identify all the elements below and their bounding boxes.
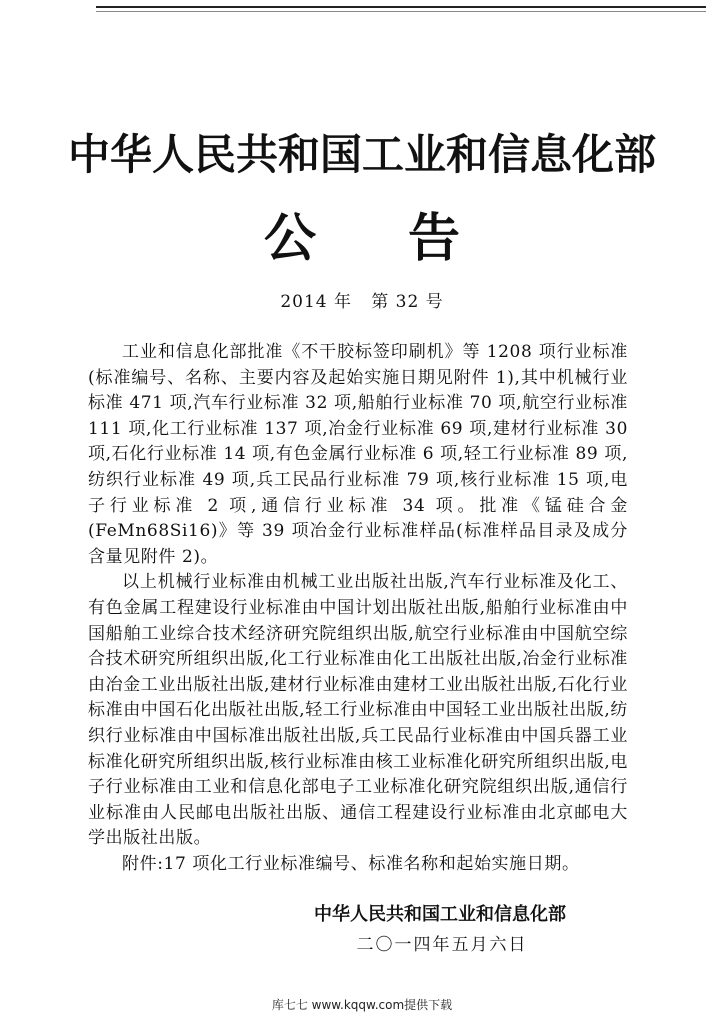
- document-number-line: [0, 287, 724, 312]
- top-border-rule: [96, 6, 706, 8]
- document-type-heading: 公告: [263, 209, 552, 269]
- signature-date: 二〇一四年五月六日: [356, 935, 528, 955]
- document-year: 2014 年: [280, 292, 352, 312]
- body-paragraph-approval: 工业和信息化部批准《不干胶标签印刷机》等 1208 项行业标准(标准编号、名称、主要内容及起始实施日期见附件 1),其中机械行业标准 471 项,汽车行业标准 32 项,船舶行业标准 70 项,航空行业标准 111 项,化工行业标准 137 项,冶金行业标准 69 项,建材行业标准 30 项,石化行业标准 14 项,有色金属行业标准 6 项,轻工行业标准 89 项,纺织行业标准 49 项,兵工民品行业标准 79 项,核行业标准 15 项,电子行业标准 2 项,通信行业标准 34 项。批准《锰硅合金(FeMn68Si16)》等 39 项冶金行业标准样品(标准样品目录及成分含量见附件 2)。: [88, 342, 628, 567]
- body-paragraph-attachment: 附件:17 项化工行业标准编号、标准名称和起始实施日期。: [122, 853, 580, 874]
- issuer-title: 中华人民共和国工业和信息化部: [67, 130, 656, 179]
- top-border-rule-thin: [96, 11, 706, 12]
- signature-issuer: 中华人民共和国工业和信息化部: [314, 904, 566, 925]
- announcement-body: [88, 340, 628, 877]
- document-number: 第 32 号: [371, 292, 444, 312]
- download-watermark: 库七七 www.kqqw.com提供下载: [271, 998, 453, 1012]
- body-paragraph-publishers: 以上机械行业标准由机械工业出版社出版,汽车行业标准及化工、有色金属工程建设行业标准由中国计划出版社出版,船舶行业标准由中国船舶工业综合技术经济研究院组织出版,航空行业标准由中国航空综合技术研究所组织出版,化工行业标准由化工出版社出版,冶金行业标准由冶金工业出版社出版,建材行业标准由建材工业出版社出版,石化行业标准由中国石化出版社出版,轻工行业标准由中国轻工业出版社出版,纺织行业标准由中国标准出版社出版,兵工民品行业标准由中国兵器工业标准化研究所组织出版,核行业标准由核工业标准化研究所组织出版,电子行业标准由工业和信息化部电子工业标准化研究院组织出版,通信行业标准由人民邮电出版社出版、通信工程建设行业标准由北京邮电大学出版社出版。: [88, 572, 629, 849]
